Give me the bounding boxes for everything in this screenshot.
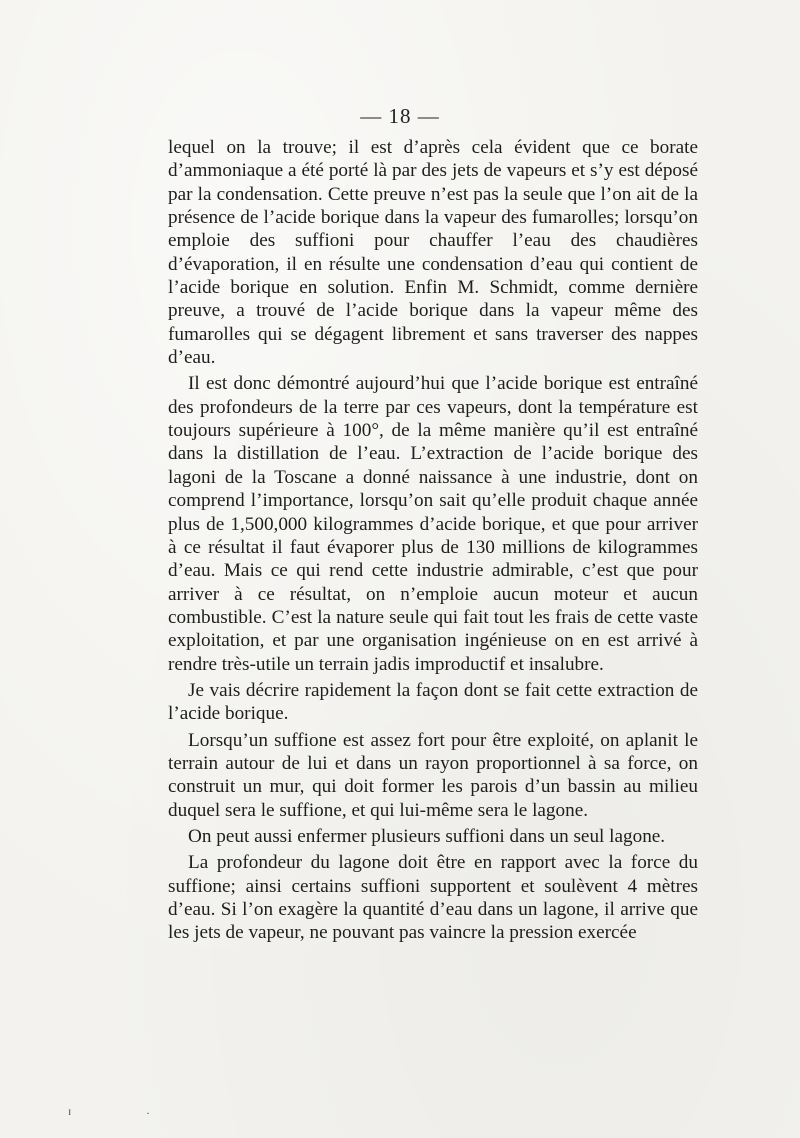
paragraph-5: On peut aussi enfermer plusieurs suffioni dans un seul lagone. bbox=[188, 825, 666, 847]
paragraph-6: La profondeur du lagone doit être en rapport avec la force du suffione; ainsi certains suffioni supportent et soulèvent 4 mètres d’eau. Si l’on exagère la quantité d’eau dans un lagone, il arrive que les jets de vapeur, ne pouvant pas vaincre la pression exercée bbox=[168, 852, 698, 944]
ink-speck: ɪ bbox=[68, 1104, 72, 1118]
page-number: — 18 — bbox=[360, 104, 440, 128]
body-text bbox=[168, 136, 698, 945]
paragraph-3: Je vais décrire rapidement la façon dont se fait cette extraction de l’acide borique. bbox=[168, 679, 698, 725]
paragraph-1: lequel on la trouve; il est d’après cela évident que ce borate d’ammoniaque a été porté là par des jets de vapeurs et s’y est déposé par la condensation. Cette preuve n’est pas la seule que l’on ait de la présence de l’acide borique dans la vapeur des fumarolles; lorsqu’on emploie des suffioni pour chauffer l’eau des chaudières d’évaporation, il en résulte une condensation d’eau qui contient de l’acide borique en solution. Enfin M. Schmidt, comme dernière preuve, a trouvé de l’acide borique dans la vapeur même des fumarolles qui se dégagent librement et sans traverser des nappes d’eau. bbox=[168, 137, 698, 369]
paragraph-2: Il est donc démontré aujourd’hui que l’acide borique est entraîné des profondeurs de la terre par ces vapeurs, dont la température est toujours supérieure à 100°, de la même manière qu’il est entraîné dans la distillation de l’eau. L’extraction de l’acide borique des lagoni de la Toscane a donné naissance à une industrie, dont on comprend l’importance, lorsqu’on sait qu’elle produit chaque année plus de 1,500,000 kilogrammes d’acide borique, et que pour arriver à ce résultat il faut évaporer plus de 130 millions de kilogrammes d’eau. Mais ce qui rend cette industrie admirable, c’est que pour arriver à ce résultat, on n’emploie aucun moteur et aucun combustible. C’est la nature seule qui fait tout les frais de cette vaste exploitation, et par une organisation ingénieuse on en est arrivé à rendre très-utile un terrain jadis improductif et insalubre. bbox=[168, 373, 698, 675]
paragraph-4: Lorsqu’un suffione est assez fort pour être exploité, on aplanit le terrain autour de lui et dans un rayon proportionnel à sa force, on construit un mur, qui doit former les parois d’un bassin au milieu duquel sera le suffione, et qui lui-même sera le lagone. bbox=[168, 729, 698, 821]
ink-speck: · bbox=[146, 1106, 150, 1120]
